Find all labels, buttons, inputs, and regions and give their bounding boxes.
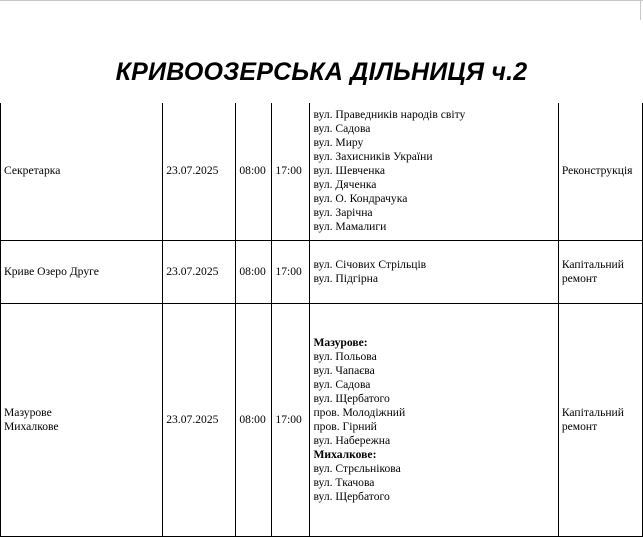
top-divider [0,0,643,1]
village-heading: Мазурове: [313,335,368,349]
table-row [1,240,643,303]
location-name: Секретарка [4,164,61,178]
date-cell: 23.07.2025 [163,303,236,536]
street-name: вул. Миру [313,136,364,150]
street-name: вул. Щербатого [313,391,390,405]
street-name: вул. Набережна [313,433,391,447]
location-name: Мазурове [4,405,52,419]
streets-cell [310,303,558,536]
street-name: вул. Дяченка [313,178,377,192]
street-name: пров. Молодіжний [313,405,406,419]
work-type-text: Капітальний [561,257,624,271]
village-heading: Михалкове: [313,447,377,461]
street-name: вул. Підгірна [313,271,379,285]
street-name: вул. Зарічна [313,206,373,220]
street-name: вул. Шевченка [313,164,386,178]
work-type-cell [558,103,642,240]
work-type-text: Реконструкція [561,164,633,178]
street-name: вул. Мамалиги [313,220,387,234]
end-time-cell: 17:00 [272,240,310,303]
location-name: Михалкове [4,419,59,433]
location-name: Криве Озеро Друге [4,264,99,278]
page-title: КРИВООЗЕРСЬКА ДІЛЬНИЦЯ ч.2 [115,58,528,86]
work-type-text: ремонт [561,271,598,285]
start-time-cell: 08:00 [236,240,272,303]
table-row [1,303,643,536]
street-name: вул. Польова [313,349,377,363]
work-type-text: Капітальний [561,405,624,419]
streets-cell [310,240,558,303]
location-cell [1,240,163,303]
start-time-cell: 08:00 [236,303,272,536]
location-cell [1,103,163,240]
street-name: вул. Захисників України [313,150,433,164]
street-name: вул. Садова [313,122,371,136]
end-time-cell: 17:00 [272,303,310,536]
work-type-text: ремонт [561,419,598,433]
street-name: пров. Гірний [313,419,377,433]
work-type-cell [558,240,642,303]
work-type-cell [558,303,642,536]
street-name: вул. Стрєльнікова [313,461,401,475]
street-name: вул. Ткачова [313,475,375,489]
street-name: вул. Чапаєва [313,363,375,377]
street-name: вул. Січових Стрільців [313,257,427,271]
street-name: вул. Праведників народів світу [313,108,466,122]
location-cell [1,303,163,536]
street-name: вул. Садова [313,377,371,391]
date-cell: 23.07.2025 [163,103,236,240]
date-cell: 23.07.2025 [163,240,236,303]
street-name: вул. О. Кондрачука [313,192,408,206]
outage-schedule-table [0,103,643,537]
street-name: вул. Щербатого [313,489,390,503]
streets-cell [310,103,558,240]
table-row [1,103,643,240]
right-divider [640,0,641,20]
start-time-cell: 08:00 [236,103,272,240]
end-time-cell: 17:00 [272,103,310,240]
